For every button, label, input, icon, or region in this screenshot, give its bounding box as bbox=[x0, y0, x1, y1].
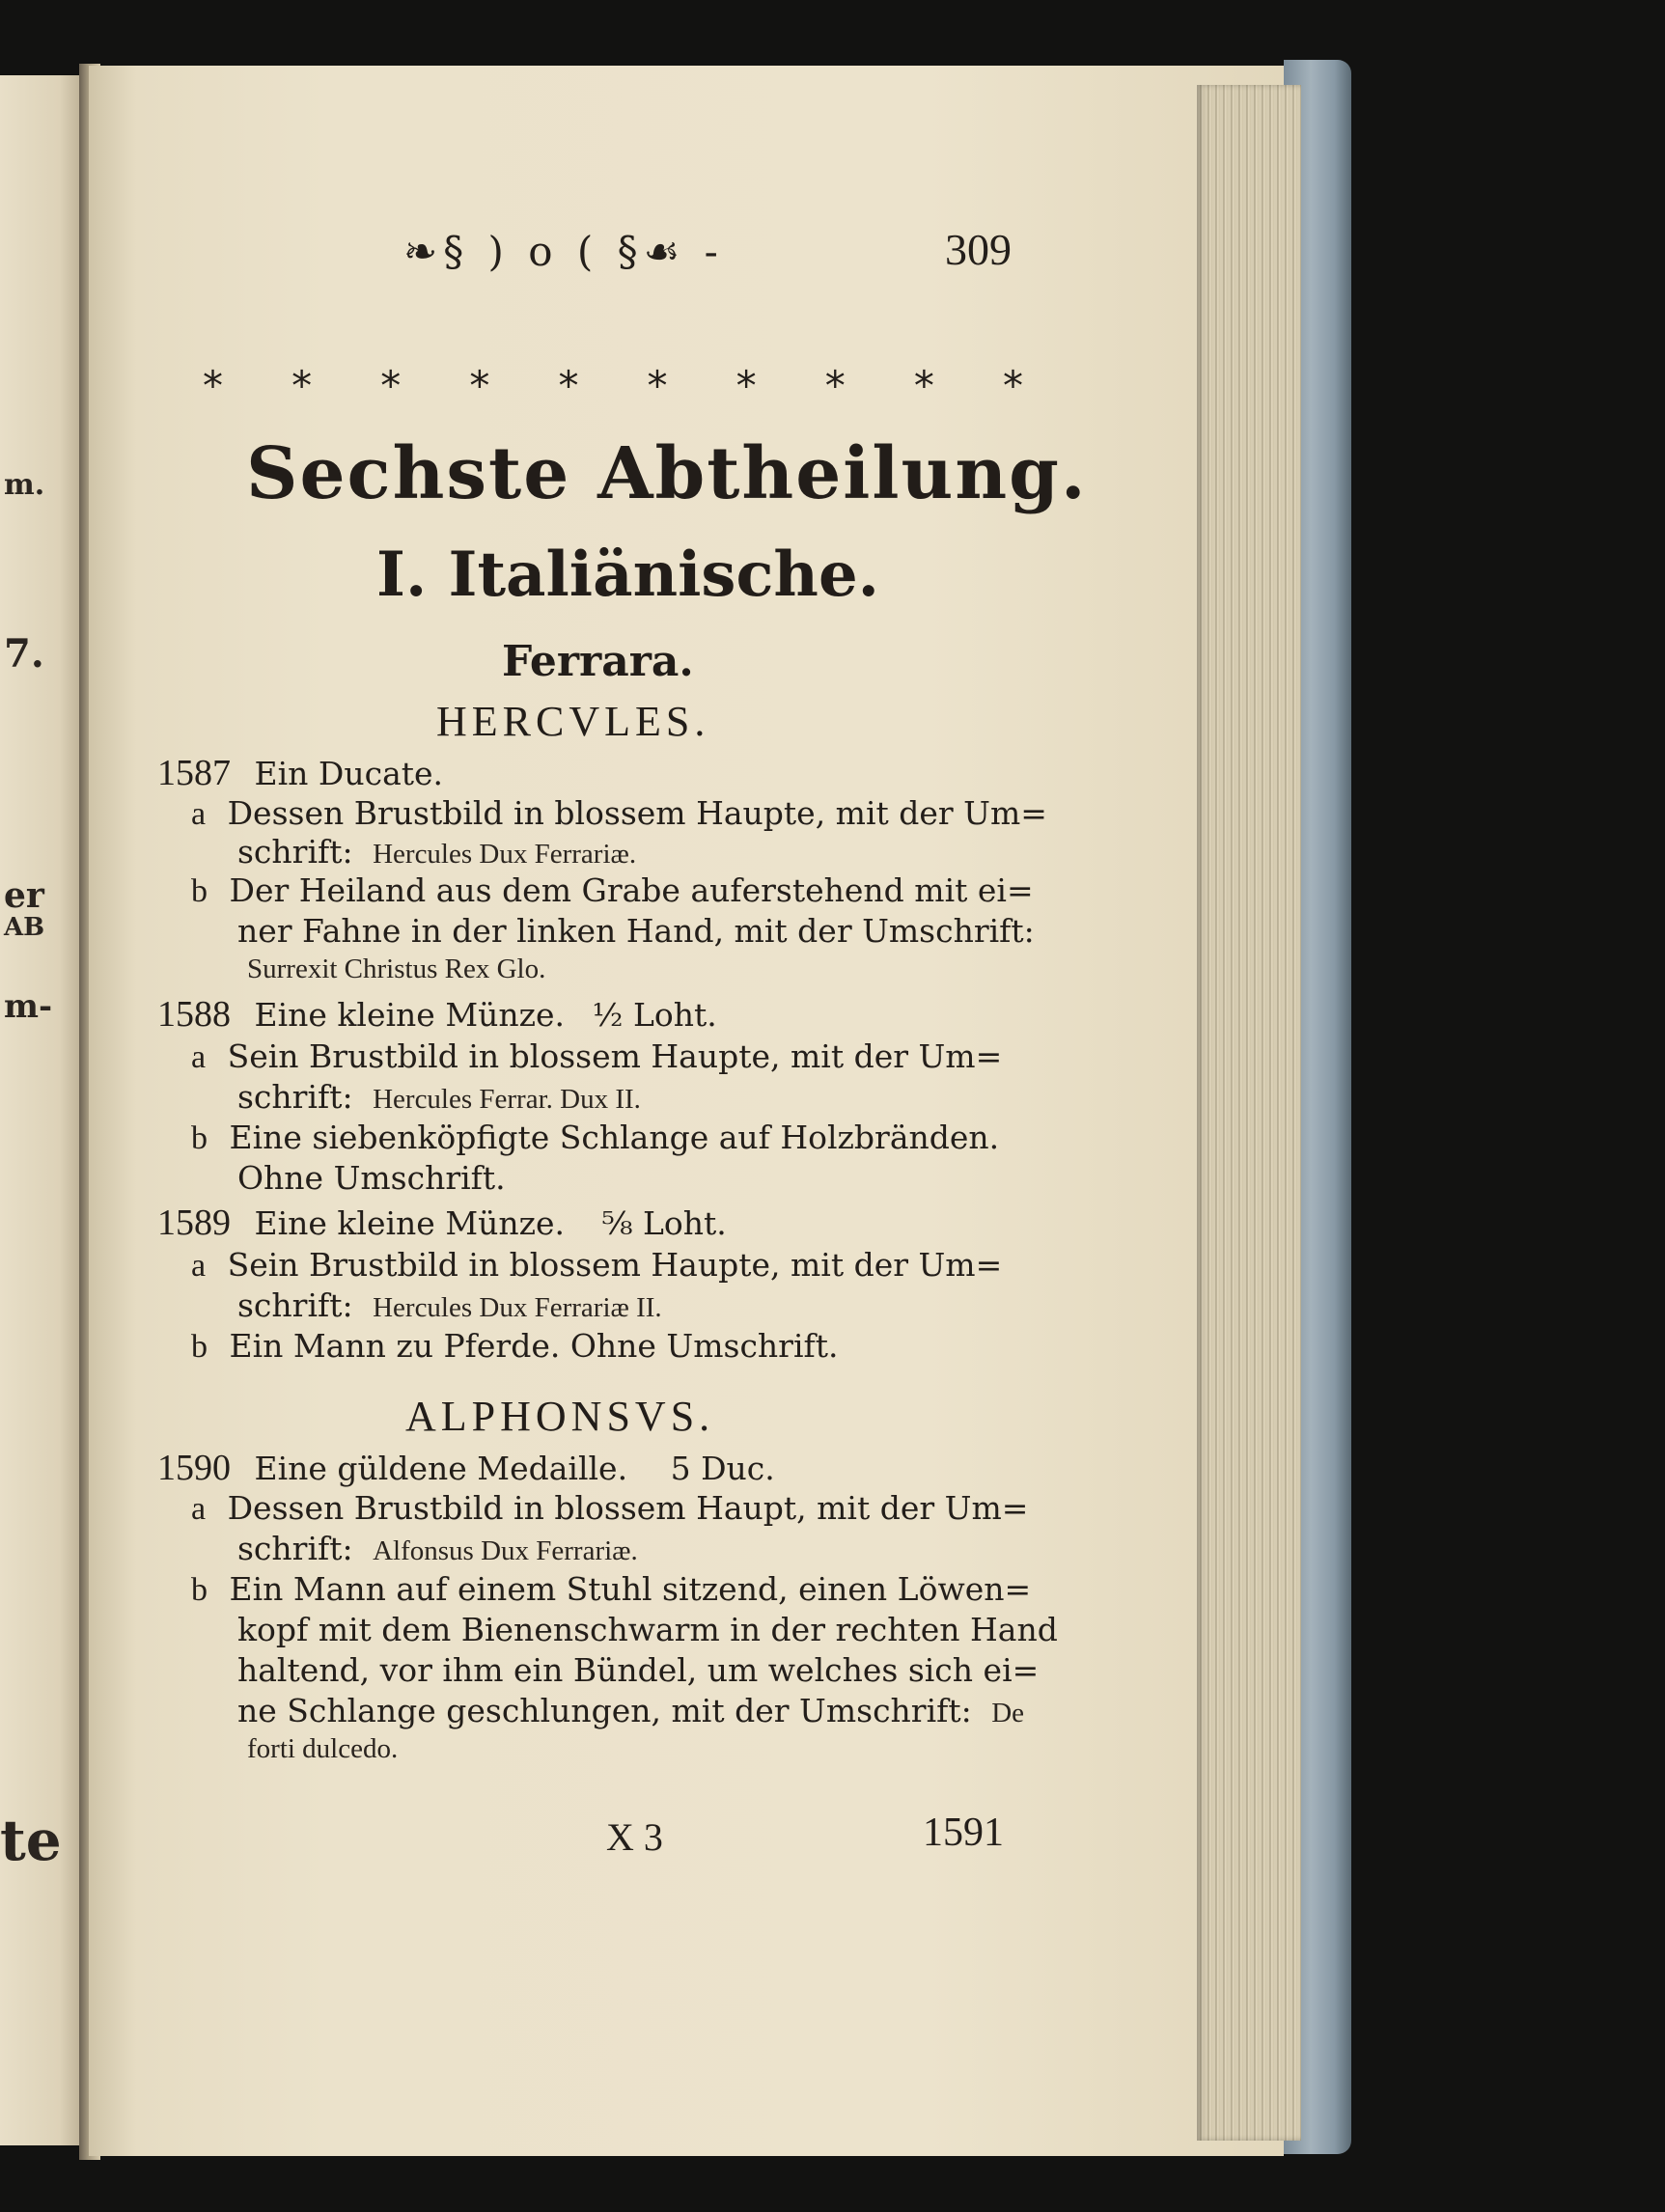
description-text: Dessen Brustbild in blossem Haupte, mit der Um= bbox=[227, 794, 1047, 832]
entry-1590-b-line1 bbox=[191, 1570, 1032, 1608]
latin-inscription: De bbox=[991, 1698, 1025, 1728]
left-fragment: 7. bbox=[4, 631, 44, 677]
left-page bbox=[0, 75, 85, 2145]
latin-inscription: Hercules Dux Ferrariæ II. bbox=[373, 1292, 662, 1323]
entry-weight: 5 Duc. bbox=[670, 1450, 775, 1487]
asterisk-ornament: * bbox=[735, 362, 757, 409]
description-text: Sein Brustbild in blossem Haupte, mit der Um= bbox=[227, 1037, 1003, 1075]
latin-inscription: Surrexit Christus Rex Glo. bbox=[247, 954, 546, 984]
left-fragment: er bbox=[4, 875, 44, 916]
entry-1588-a-line1 bbox=[191, 1037, 1003, 1075]
ruler-heading-alphonsus: ALPHONSVS. bbox=[405, 1393, 715, 1440]
entry-1588-b-line2: Ohne Umschrift. bbox=[237, 1159, 506, 1197]
catchword: 1591 bbox=[923, 1811, 1004, 1855]
entry-1589-a-line2 bbox=[237, 1286, 662, 1324]
entry-1589-title bbox=[157, 1204, 727, 1241]
page-edges bbox=[1197, 85, 1301, 2141]
entry-title: Eine kleine Münze. bbox=[254, 996, 566, 1034]
entry-1587-title bbox=[157, 755, 443, 791]
left-fragment: AB bbox=[4, 913, 45, 942]
side-marker: b bbox=[191, 1329, 208, 1365]
side-marker: a bbox=[191, 1039, 207, 1075]
side-marker: a bbox=[191, 796, 207, 832]
side-marker: b bbox=[191, 1572, 208, 1608]
asterisk-ornament: * bbox=[824, 362, 846, 409]
asterisk-ornament: * bbox=[1002, 362, 1023, 409]
latin-inscription: Hercules Dux Ferrariæ. bbox=[373, 839, 637, 870]
section-title: Sechste Abtheilung. bbox=[246, 432, 1088, 515]
entry-1587-a-line2 bbox=[237, 833, 637, 871]
side-marker: a bbox=[191, 1491, 207, 1527]
side-marker: a bbox=[191, 1248, 207, 1284]
entry-year: 1588 bbox=[157, 994, 231, 1035]
entry-1589-b-line1 bbox=[191, 1327, 839, 1365]
ruler-heading-hercules: HERCVLES. bbox=[436, 698, 710, 745]
description-text: Ein Mann auf einem Stuhl sitzend, einen Löwen= bbox=[229, 1570, 1032, 1608]
entry-1587-a-line1 bbox=[191, 794, 1047, 832]
entry-1587-b-line1 bbox=[191, 871, 1034, 909]
subsection-title: I. Italiänische. bbox=[376, 539, 879, 611]
entry-1588-title bbox=[157, 996, 717, 1033]
asterisk-ornament: * bbox=[469, 362, 490, 409]
description-text: Eine siebenköpfigte Schlange auf Holzbränden. bbox=[229, 1119, 1000, 1156]
entry-1589-a-line1 bbox=[191, 1246, 1003, 1284]
entry-1588-b-line1 bbox=[191, 1121, 999, 1155]
latin-inscription: Hercules Ferrar. Dux II. bbox=[373, 1084, 641, 1115]
entry-year: 1587 bbox=[157, 753, 231, 793]
entry-1587-b-line2: ner Fahne in der linken Hand, mit der Umschrift: bbox=[237, 912, 1035, 950]
entry-weight: ⅝ Loht. bbox=[601, 1204, 727, 1242]
latin-inscription: Alfonsus Dux Ferrariæ. bbox=[373, 1535, 638, 1566]
entry-1590-b-line3: haltend, vor ihm ein Bündel, um welches sich ei= bbox=[237, 1651, 1040, 1689]
description-text: schrift: bbox=[237, 1286, 353, 1324]
entry-1590-a-line1 bbox=[191, 1489, 1029, 1527]
description-text: Dessen Brustbild in blossem Haupt, mit der Um= bbox=[227, 1489, 1029, 1527]
left-fragment: m. bbox=[4, 468, 45, 502]
entry-title: Eine güldene Medaille. bbox=[254, 1450, 628, 1487]
city-heading: Ferrara. bbox=[502, 637, 694, 686]
entry-year: 1590 bbox=[157, 1448, 231, 1488]
page-number: 309 bbox=[945, 225, 1012, 274]
asterisk-ornament: * bbox=[647, 362, 668, 409]
entry-1590-b-line4 bbox=[237, 1692, 1025, 1729]
asterisk-ornament: * bbox=[291, 362, 313, 409]
entry-title: Ein Ducate. bbox=[254, 755, 444, 792]
entry-1590-b-line2: kopf mit dem Bienenschwarm in der rechten Hand bbox=[237, 1611, 1058, 1648]
entry-title: Eine kleine Münze. bbox=[254, 1204, 566, 1242]
asterisk-ornament: * bbox=[913, 362, 934, 409]
entry-year: 1589 bbox=[157, 1203, 231, 1243]
left-fragment: m- bbox=[4, 987, 53, 1026]
description-text: Der Heiland aus dem Grabe auferstehend mit ei= bbox=[229, 871, 1034, 909]
running-title: ❧§ ) o ( §☙ - bbox=[403, 228, 724, 275]
left-fragment: te bbox=[0, 1808, 62, 1873]
entry-1590-a-line2 bbox=[237, 1530, 638, 1567]
asterisk-ornament: * bbox=[380, 362, 402, 409]
latin-inscription: forti dulcedo. bbox=[247, 1733, 399, 1764]
description-text: schrift: bbox=[237, 833, 353, 871]
side-marker: b bbox=[191, 873, 208, 909]
description-text: schrift: bbox=[237, 1530, 353, 1567]
description-text: schrift: bbox=[237, 1078, 353, 1116]
description-text: ne Schlange geschlungen, mit der Umschrift: bbox=[237, 1692, 972, 1729]
entry-weight: ½ Loht. bbox=[592, 996, 717, 1034]
asterisk-ornament: * bbox=[558, 362, 579, 409]
side-marker: b bbox=[191, 1120, 208, 1156]
entry-1590-title bbox=[157, 1450, 775, 1486]
page-header bbox=[239, 224, 1012, 282]
description-text: Ein Mann zu Pferde. Ohne Umschrift. bbox=[229, 1327, 839, 1365]
ornament-row bbox=[203, 362, 1023, 409]
entry-1588-a-line2 bbox=[237, 1078, 641, 1116]
description-text: Sein Brustbild in blossem Haupte, mit der Um= bbox=[227, 1246, 1003, 1284]
signature-mark: X 3 bbox=[606, 1815, 663, 1859]
asterisk-ornament: * bbox=[203, 362, 223, 409]
